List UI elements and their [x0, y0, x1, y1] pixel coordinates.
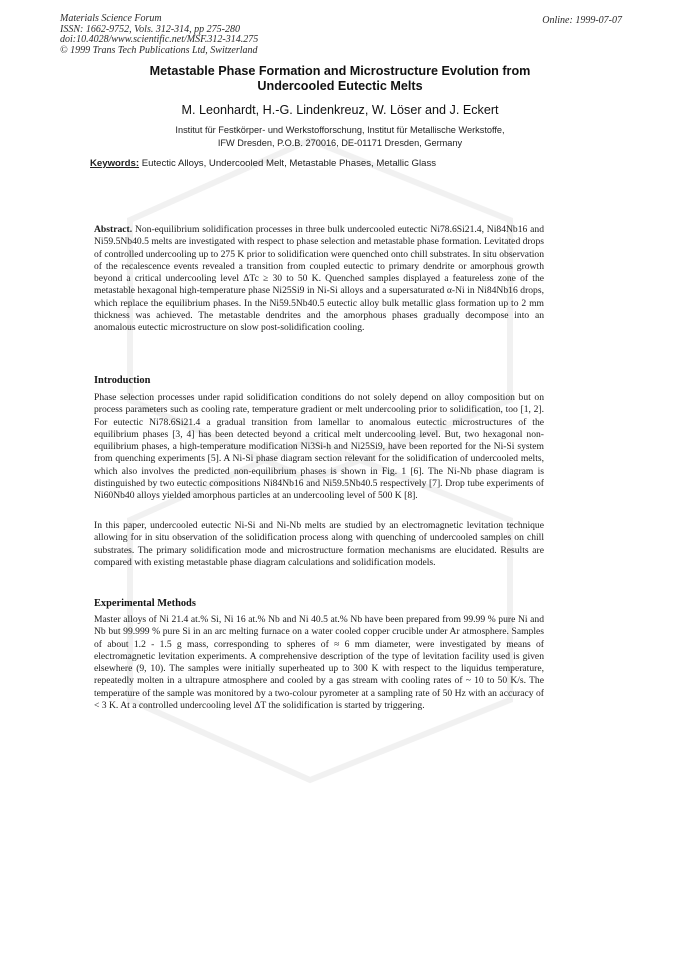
abstract: [94, 224, 544, 335]
title-line-1: Metastable Phase Formation and Microstructure Evolution from: [149, 64, 531, 78]
methods-paragraph: Master alloys of Ni 21.4 at.% Si, Ni 16 at.% Nb and Ni 40.5 at.% Nb have been prepared from 99.99 % pure Ni and Nb but 99.999 % pure Si in an arc melting furnace on a water cooled copper crucible under Ar atmosphere. Samples of about 1.2 - 1.5 g mass, corresponding to spheres of ≈ 6 mm diameter, were investigated by means of electromagnetic levitation experiments. A comprehensive description of the type of levitation facility used is given elsewhere (9, 10). The samples were initially superheated up to 300 K with respect to the liquidus temperature, repeatedly molten in a ultrapure atmosphere and cooled by a gas stream with cooling rates of ~ 10 to 50 K/s. The temperature of the sample was monitored by a two-colour pyrometer at a sampling rate of 50 Hz with an accuracy of < 3 K. At a controlled undercooling level ΔT the solidification is started by triggering.: [94, 614, 544, 712]
affiliation-line-1: Institut für Festkörper- und Werkstofforschung, Institut für Metallische Werkstoffe,: [175, 125, 505, 135]
doi-line: doi:10.4028/www.scientific.net/MSF.312-314.275: [60, 34, 259, 46]
keywords: [90, 158, 436, 169]
abstract-text: Non-equilibrium solidification processes in three bulk undercooled eutectic Ni78.6Si21.4, Ni84Nb16 and Ni59.5Nb40.5 melts are investigated with respect to phase selection and metastable phase formation. Levitated drops of controlled undercooling up to 275 K prior to solidification were quenched onto chill substrates. In situ observation of the recalescence events revealed a transition from coupled eutectic to primary dendrite or amorphous growth beyond a critical undercooling level ΔTc ≥ 30 to 50 K. Quenched samples displayed a featureless zone of the metastable hexagonal high-temperature phase Ni25Si9 in Ni-Si alloys and a supersaturated α-Ni in Ni84Nb16 drops, which replace the equilibrium phases. In the Ni59.5Nb40.5 eutectic alloy bulk metallic glass formation up to 2 mm thickness was achieved. The metastable dendrites and the amorphous phases gradually decompose into an anomalous eutectic microstructure on slow post-solidification cooling.: [94, 224, 544, 334]
journal-header: [60, 14, 258, 56]
introduction-paragraph-2: In this paper, undercooled eutectic Ni-Si and Ni-Nb melts are studied by an electromagnetic levitation technique allowing for in situ observation of the solidification process along with quenching of undercooled samples on chill substrates. The primary solidification mode and microstructure formation mechanisms are elucidated. Results are compared with existing metastable phase diagram calculations and solidification models.: [94, 520, 544, 568]
methods-heading: Experimental Methods: [94, 598, 196, 609]
journal-name: Materials Science Forum: [60, 13, 162, 24]
affiliation-line-2: IFW Dresden, P.O.B. 270016, DE-01171 Dresden, Germany: [217, 137, 463, 148]
issn-line: ISSN: 1662-9752, Vols. 312-314, pp 275-280: [60, 23, 240, 35]
affiliation: [60, 124, 620, 149]
keywords-text: Eutectic Alloys, Undercooled Melt, Metastable Phases, Metallic Glass: [139, 158, 437, 169]
introduction-heading: Introduction: [94, 375, 151, 386]
online-date: Online: 1999-07-07: [542, 15, 622, 26]
introduction-paragraph-1: Phase selection processes under rapid solidification conditions do not solely depend on alloy composition but on process parameters such as cooling rate, temperature gradient or melt undercooling prior to solidification, too [1, 2]. For eutectic Ni78.6Si21.4 a gradual transition from lamellar to anomalous eutectic microstructures of the equilibrium phases [3, 4] has been detected beyond a critical melt undercooling level. But, two hexagonal non-equilibrium phases, a high-temperature modification Ni3Si-h and Ni25Si9, have been reported for the Ni-Si system from quenching experiments [5]. A Ni-Si phase diagram section relevant for the solidification of undercooled melts, which also involves the predicted non-equilibrium phases is shown in Fig. 1 [6]. The Ni-Nb phase diagram is distinguished by two eutectic compositions Ni84Nb16 and Ni59.5Nb40.5 respectively [7]. Drop tube experiments of Ni60Nb40 alloys yielded amorphous particles at an undercooling level of 500 K [8].: [94, 392, 544, 502]
author-list: M. Leonhardt, H.-G. Lindenkreuz, W. Löser and J. Eckert: [181, 103, 499, 117]
paper-title: [60, 64, 620, 94]
abstract-label: Abstract.: [94, 224, 133, 235]
title-line-2: Undercooled Eutectic Melts: [257, 79, 423, 93]
copyright-line: © 1999 Trans Tech Publications Ltd, Switzerland: [60, 44, 258, 56]
keywords-label: Keywords:: [90, 158, 140, 169]
